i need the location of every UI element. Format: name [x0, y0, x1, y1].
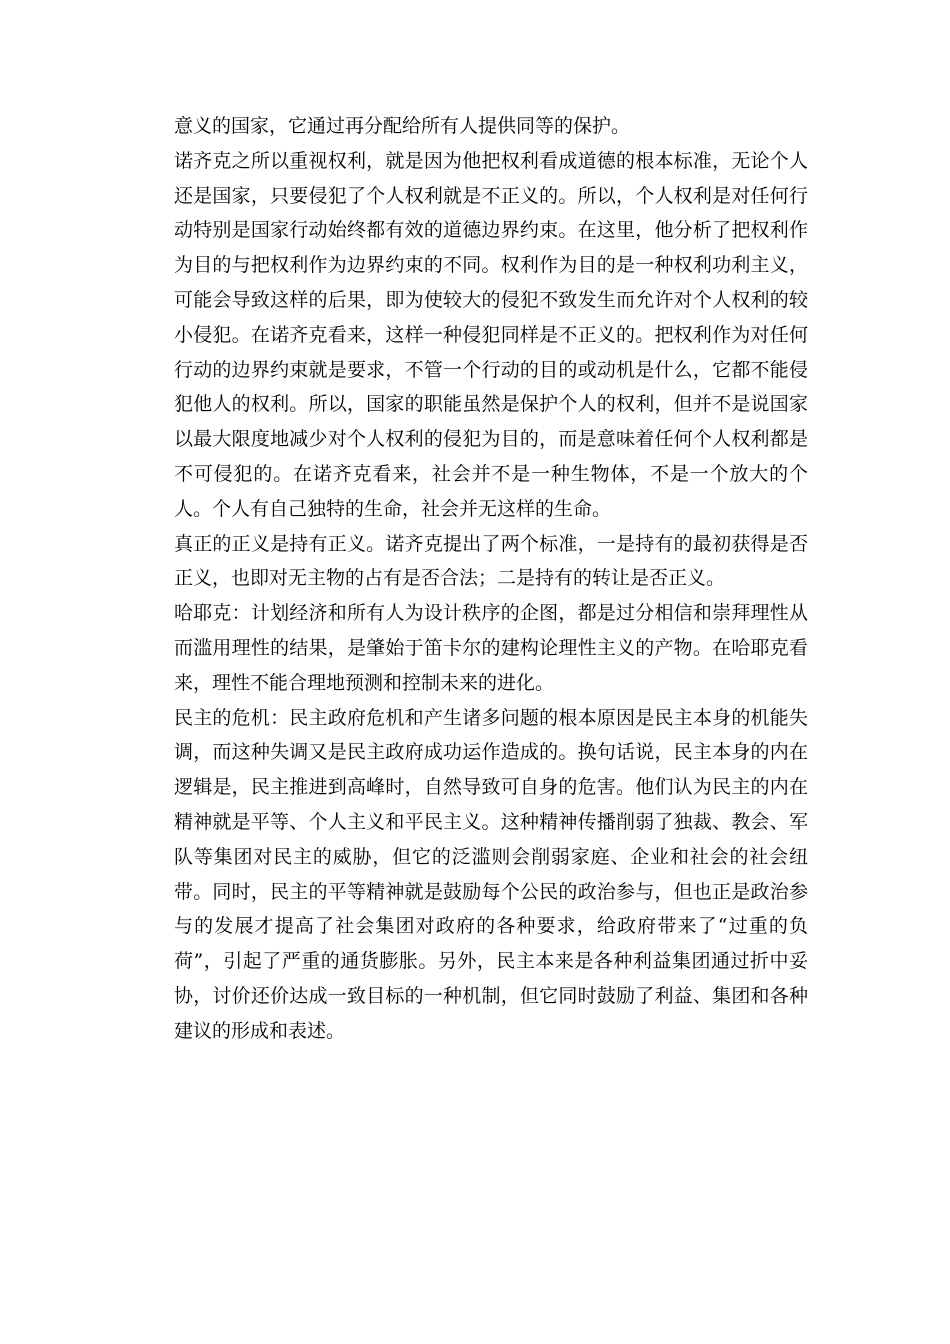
- paragraph-2: 诺齐克之所以重视权利，就是因为他把权利看成道德的根本标准，无论个人还是国家，只要侵犯了个人权利就是不正义的。所以，个人权利是对任何行动特别是国家行动始终都有效的道德边界约束。在这里，他分析了把权利作为目的与把权利作为边界约束的不同。权利作为目的是一种权利功利主义，可能会导致这样的后果，即为使较大的侵犯不致发生而允许对个人权利的较小侵犯。在诺齐克看来，这样一种侵犯同样是不正义的。把权利作为对任何行动的边界约束就是要求，不管一个行动的目的或动机是什么，它都不能侵犯他人的权利。所以，国家的职能虽然是保护个人的权利，但并不是说国家以最大限度地减少对个人权利的侵犯为目的，而是意味着任何个人权利都是不可侵犯的。在诺齐克看来，社会并不是一种生物体，不是一个放大的个人。个人有自己独特的生命，社会并无这样的生命。: [174, 149, 808, 520]
- paragraph-3: 真正的正义是持有正义。诺齐克提出了两个标准，一是持有的最初获得是否正义，也即对无主物的占有是否合法；二是持有的转让是否正义。: [174, 532, 808, 590]
- paragraph-1: 意义的国家，它通过再分配给所有人提供同等的保护。: [174, 115, 631, 137]
- body-text: [174, 109, 808, 1049]
- paragraph-4: 哈耶克：计划经济和所有人为设计秩序的企图，都是过分相信和崇拜理性从而滥用理性的结果，是肇始于笛卡尔的建构论理性主义的产物。在哈耶克看来，理性不能合理地预测和控制未来的进化。: [174, 602, 808, 694]
- paragraph-5: 民主的危机：民主政府危机和产生诸多问题的根本原因是民主本身的机能失调，而这种失调又是民主政府成功运作造成的。换句话说，民主本身的内在逻辑是，民主推进到高峰时，自然导致可自身的危害。他们认为民主的内在精神就是平等、个人主义和平民主义。这种精神传播削弱了独裁、教会、军队等集团对民主的威胁，但它的泛滥则会削弱家庭、企业和社会的社会纽带。同时，民主的平等精神就是鼓励每个公民的政治参与，但也正是政治参与的发展才提高了社会集团对政府的各种要求，给政府带来了“过重的负荷”，引起了严重的通货膨胀。另外，民主本来是各种利益集团通过折中妥协，讨价还价达成一致目标的一种机制，但它同时鼓励了利益、集团和各种建议的形成和表述。: [174, 706, 808, 1042]
